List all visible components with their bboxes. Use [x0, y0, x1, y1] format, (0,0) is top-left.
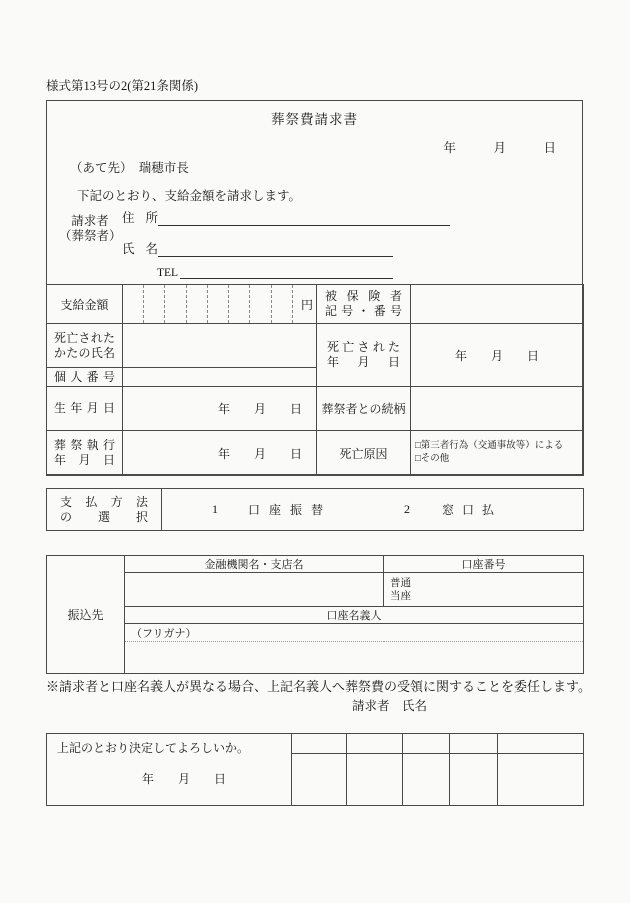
funeral-date-input[interactable]: 年 月 日 [123, 431, 317, 476]
tel-label: TEL [157, 267, 179, 279]
approval-stamp-box-5[interactable] [498, 754, 584, 806]
deceased-name-label: 死亡された かたの氏名 [47, 324, 123, 368]
institution-header: 金融機関名・支店名 [125, 556, 384, 573]
tel-input-line[interactable] [180, 263, 393, 279]
claimant-label [59, 214, 121, 244]
approval-question: 上記のとおり決定してよろしいか。 [57, 741, 250, 755]
personal-number-label: 個人番号 [47, 368, 123, 387]
amount-digit-boxes[interactable] [123, 285, 316, 323]
birth-date-label: 生年月日 [47, 387, 123, 431]
relation-input[interactable] [411, 387, 584, 431]
claimant-label-line1: 請求者 [71, 214, 109, 228]
approval-stamp-box-3[interactable] [403, 754, 450, 806]
approval-date-blank[interactable]: 年 月 日 [141, 772, 226, 786]
payment-option2-label[interactable]: 窓口払 [442, 503, 503, 517]
main-form-box [46, 100, 583, 475]
approval-stamp-header-2[interactable] [347, 734, 403, 754]
approval-stamp-header-1[interactable] [292, 734, 347, 754]
birth-date-input[interactable]: 年 月 日 [123, 387, 317, 431]
payment-option1-number[interactable]: 1 [212, 502, 218, 516]
claimant-label-line2: （葬祭者） [59, 229, 122, 243]
approval-table [46, 733, 584, 806]
payment-method-table [46, 488, 584, 531]
bank-transfer-label: 振込先 [47, 556, 125, 674]
insured-number-input[interactable] [411, 285, 584, 324]
account-holder-input[interactable] [125, 642, 584, 674]
approval-stamp-header-3[interactable] [403, 734, 450, 754]
death-cause-option-third-party[interactable]: □第三者行為（交通事故等）による [415, 441, 564, 451]
address-input-line[interactable] [158, 210, 450, 226]
name-label: 氏名 [122, 242, 158, 256]
payment-method-label: 支払方法 の選択 [47, 489, 162, 531]
date-blank-field[interactable]: 年 月 日 [443, 141, 556, 155]
amount-unit-label: 円 [292, 285, 316, 323]
insured-number-label: 被保険者 記号・番号 [317, 285, 411, 324]
institution-input[interactable] [125, 573, 384, 607]
account-holder-header: 口座名義人 [125, 607, 584, 624]
bank-transfer-table [46, 555, 584, 674]
payment-option1-label[interactable]: 口座振替 [248, 503, 333, 517]
death-cause-label: 死亡原因 [317, 431, 411, 476]
form-number: 様式第13号の2(第21条関係) [46, 79, 199, 93]
intro-text: 下記のとおり、支給金額を請求します。 [77, 189, 302, 203]
payment-options-cell [162, 489, 584, 531]
name-field-row [122, 239, 394, 257]
account-number-header: 口座番号 [384, 556, 584, 573]
address-label: 住所 [122, 211, 158, 225]
amount-label: 支給金額 [47, 285, 123, 324]
account-type-current[interactable]: 当座 [390, 590, 411, 602]
approval-stamp-box-4[interactable] [450, 754, 498, 806]
funeral-date-label: 葬祭執行 年月日 [47, 431, 123, 476]
claimant-signature-label: 請求者 氏名 [352, 699, 428, 713]
address-field-row [122, 208, 452, 226]
payment-option2-number[interactable]: 2 [404, 502, 411, 516]
addressee-label: （あて先） 瑞穂市長 [70, 161, 189, 175]
name-input-line[interactable] [158, 241, 393, 257]
death-date-label: 死亡された 年月日 [317, 324, 411, 387]
death-date-input[interactable]: 年 月 日 [411, 324, 584, 387]
page-title: 葬祭費請求書 [271, 112, 358, 127]
death-cause-options [411, 431, 584, 476]
relation-label: 葬祭者との続柄 [317, 387, 411, 431]
death-cause-option-other[interactable]: □その他 [415, 454, 450, 464]
approval-stamp-box-2[interactable] [347, 754, 403, 806]
deceased-name-input[interactable] [123, 324, 317, 368]
amount-input-cell[interactable] [123, 285, 317, 324]
main-detail-table [46, 284, 584, 476]
approval-stamp-header-5[interactable] [498, 734, 584, 754]
personal-number-input[interactable] [123, 368, 317, 387]
account-number-input[interactable] [384, 573, 584, 607]
approval-question-cell [47, 734, 292, 806]
approval-stamp-header-4[interactable] [450, 734, 498, 754]
approval-stamp-box-1[interactable] [292, 754, 347, 806]
delegation-note: ※請求者と口座名義人が異なる場合、上記名義人へ葬祭費の受領に関することを委任します。 [46, 679, 591, 694]
furigana-input-row[interactable]: （フリガナ） [125, 624, 584, 642]
account-type-ordinary[interactable]: 普通 [390, 577, 411, 589]
tel-field-row [157, 263, 393, 279]
